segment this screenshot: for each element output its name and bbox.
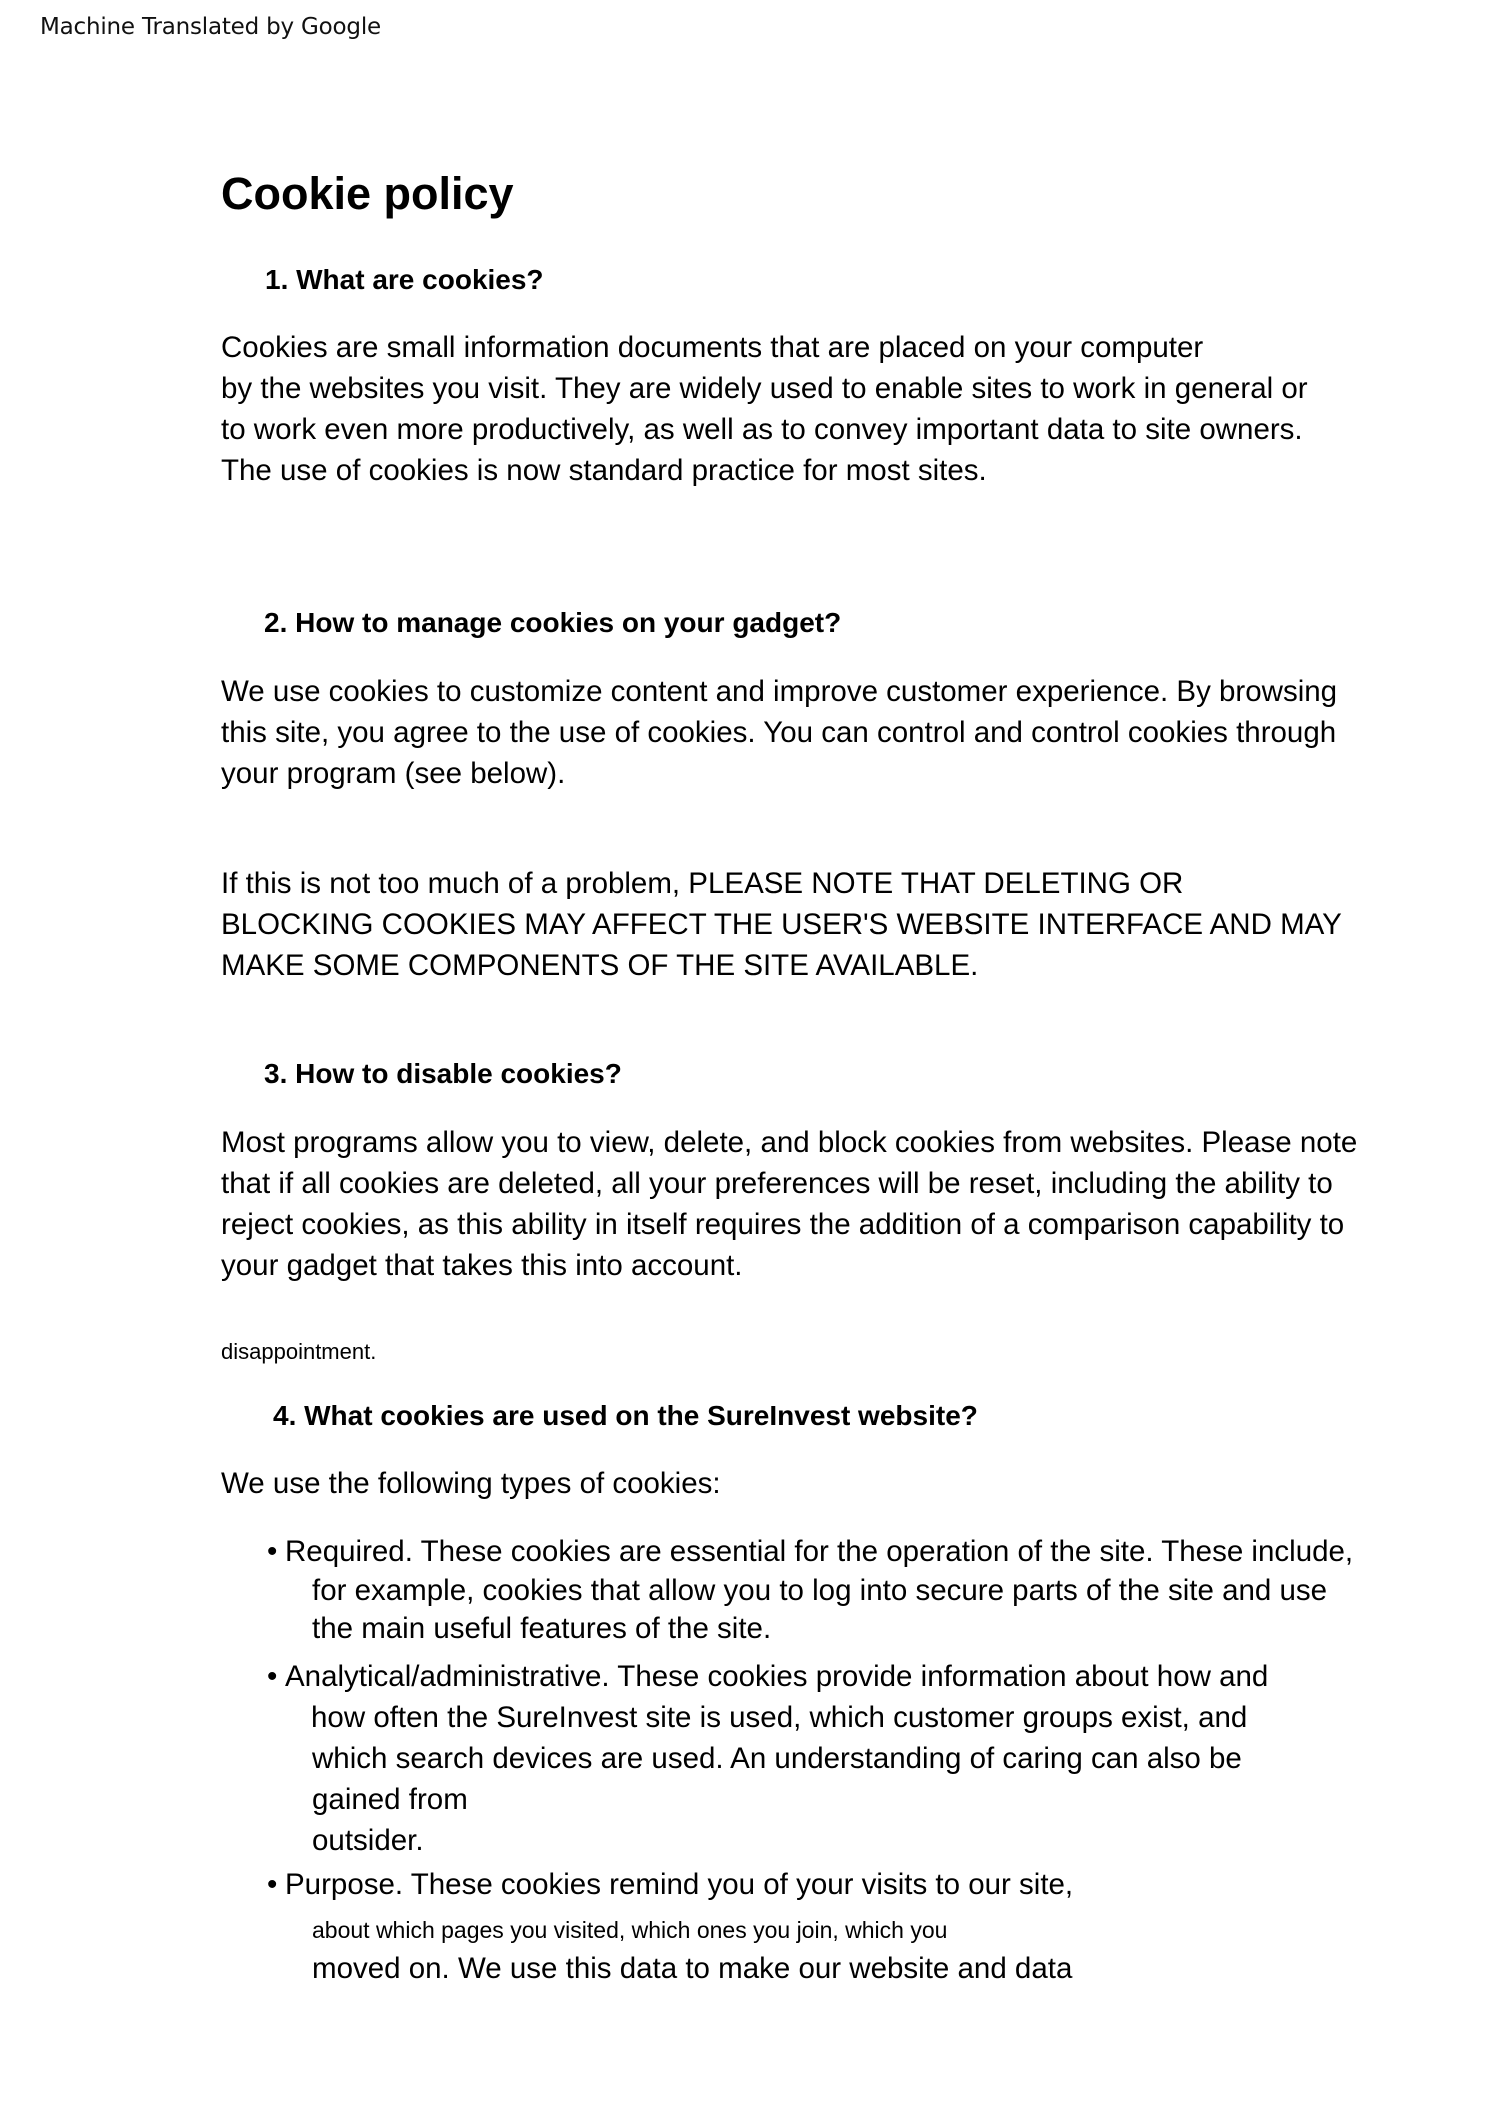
text-line: moved on. We use this data to make our website and data [312, 1952, 1073, 1985]
text-line: your program (see below). [221, 757, 566, 790]
page-title: Cookie policy [221, 168, 514, 219]
text-line: that if all cookies are deleted, all your preferences will be reset, including the ability to [221, 1167, 1333, 1200]
text-line: your gadget that takes this into account. [221, 1249, 743, 1282]
section-heading-manage-cookies: 2. How to manage cookies on your gadget? [264, 607, 842, 638]
bullet-icon: • [267, 1868, 278, 1901]
stray-text-disappointment: disappointment. [221, 1339, 377, 1364]
text-line: outsider. [312, 1824, 424, 1857]
paragraph-deletion-warning [221, 863, 1342, 986]
text-line: gained from [312, 1783, 468, 1816]
machine-translation-banner: Machine Translated by Google [40, 14, 381, 40]
list-item-purpose [267, 1864, 1073, 1905]
text-line: reject cookies, as this ability in itself requires the addition of a comparison capability to [221, 1208, 1345, 1241]
list-item-analytical [267, 1656, 1268, 1861]
bullet-icon: • [267, 1660, 278, 1693]
text-line: If this is not too much of a problem, PLEASE NOTE THAT DELETING OR [221, 867, 1184, 900]
section-heading-what-are-cookies: 1. What are cookies? [265, 264, 544, 295]
text-line: to work even more productively, as well as to convey important data to site owners. [221, 413, 1303, 446]
text-line: The use of cookies is now standard practice for most sites. [221, 454, 987, 487]
text-line: how often the SureInvest site is used, which customer groups exist, and [311, 1701, 1248, 1734]
text-line: Most programs allow you to view, delete, and block cookies from websites. Please note [221, 1126, 1358, 1159]
paragraph-what-are-cookies [221, 327, 1308, 491]
text-line: Purpose. These cookies remind you of your visits to our site, [285, 1868, 1074, 1901]
text-line: the main useful features of the site. [312, 1612, 772, 1645]
text-line: this site, you agree to the use of cookies. You can control and control cookies through [221, 716, 1337, 749]
text-line: about which pages you visited, which ones you join, which you [312, 1917, 948, 1943]
text-line: We use cookies to customize content and improve customer experience. By browsing [221, 675, 1338, 708]
text-line: Required. These cookies are essential for the operation of the site. These include, [285, 1535, 1354, 1568]
cookie-types-intro: We use the following types of cookies: [221, 1467, 721, 1500]
text-line: which search devices are used. An understanding of caring can also be [312, 1742, 1242, 1775]
paragraph-manage-cookies [221, 671, 1337, 794]
text-line: Analytical/administrative. These cookies provide information about how and [285, 1660, 1269, 1693]
text-line: for example, cookies that allow you to log into secure parts of the site and use [312, 1574, 1328, 1607]
text-line: MAKE SOME COMPONENTS OF THE SITE AVAILABLE. [221, 949, 979, 982]
text-line: Cookies are small information documents that are placed on your computer [221, 331, 1204, 364]
section-heading-cookies-used: 4. What cookies are used on the SureInvest website? [273, 1400, 978, 1431]
paragraph-disable-cookies [221, 1122, 1357, 1286]
text-line: BLOCKING COOKIES MAY AFFECT THE USER'S WEBSITE INTERFACE AND MAY [221, 908, 1342, 941]
bullet-icon: • [267, 1535, 278, 1568]
section-heading-disable-cookies: 3. How to disable cookies? [264, 1058, 622, 1089]
list-item-required [267, 1531, 1353, 1648]
text-line: by the websites you visit. They are widely used to enable sites to work in general or [221, 372, 1308, 405]
